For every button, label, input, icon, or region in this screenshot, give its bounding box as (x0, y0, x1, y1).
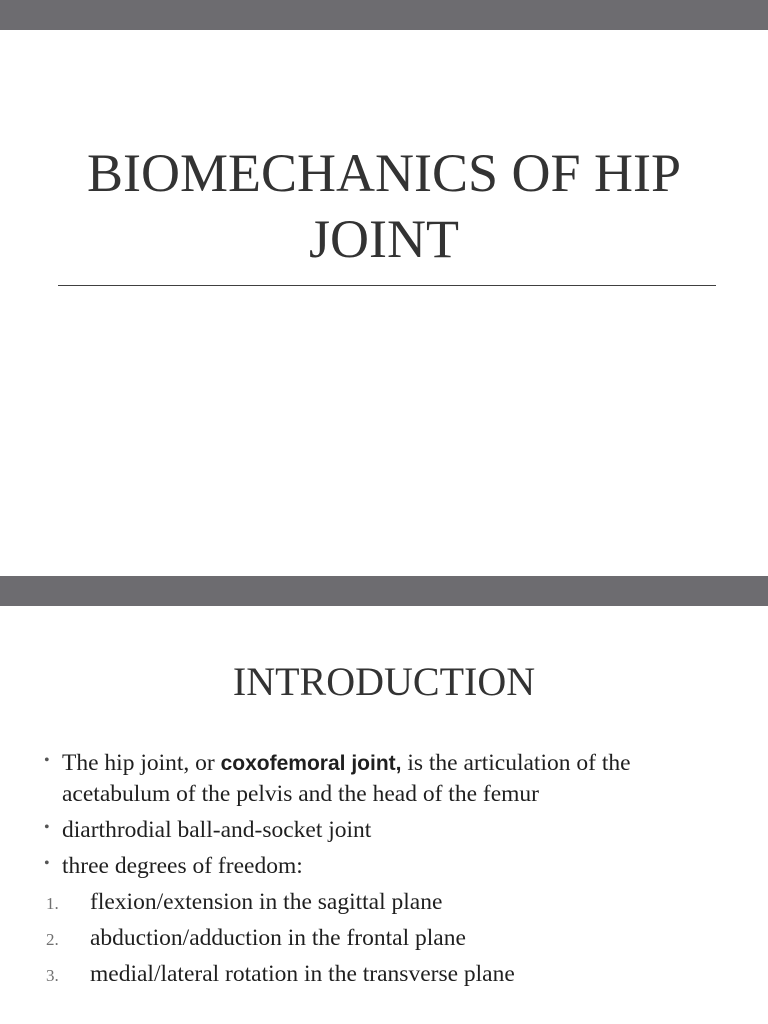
bullet-text-post: is the articulation of the acetabulum of the pelvis and the head of the femur (62, 750, 631, 807)
section-title: INTRODUCTION (232, 659, 536, 704)
bullet-text: three degrees of freedom: (62, 853, 303, 879)
bullet-item (44, 748, 724, 809)
bold-term: coxofemoral joint, (220, 752, 402, 775)
title-line-1: BIOMECHANICS OF HIP (86, 143, 682, 203)
item-number: 1. (46, 894, 59, 913)
introduction-slide (0, 576, 768, 1024)
bullet-icon: • (44, 819, 50, 836)
page-title (40, 140, 728, 272)
bullet-text: diarthrodial ball-and-socket joint (62, 817, 372, 843)
item-number: 3. (46, 966, 59, 985)
header-bar (0, 576, 768, 606)
item-number: 2. (46, 930, 59, 949)
numbered-item (44, 923, 724, 953)
bullet-item (44, 815, 724, 845)
item-text: flexion/extension in the sagittal plane (90, 889, 443, 915)
bullet-icon: • (44, 752, 50, 769)
numbered-item (44, 887, 724, 917)
bullet-icon: • (44, 855, 50, 872)
slide-content (44, 748, 724, 995)
bullet-text-pre: The hip joint, or (62, 750, 221, 776)
item-text: abduction/adduction in the frontal plane (90, 925, 466, 951)
title-line-2: JOINT (309, 209, 459, 269)
title-divider (58, 285, 716, 286)
numbered-item (44, 959, 724, 989)
item-text: medial/lateral rotation in the transverse plane (90, 961, 515, 987)
bullet-item (44, 851, 724, 881)
header-bar (0, 0, 768, 30)
